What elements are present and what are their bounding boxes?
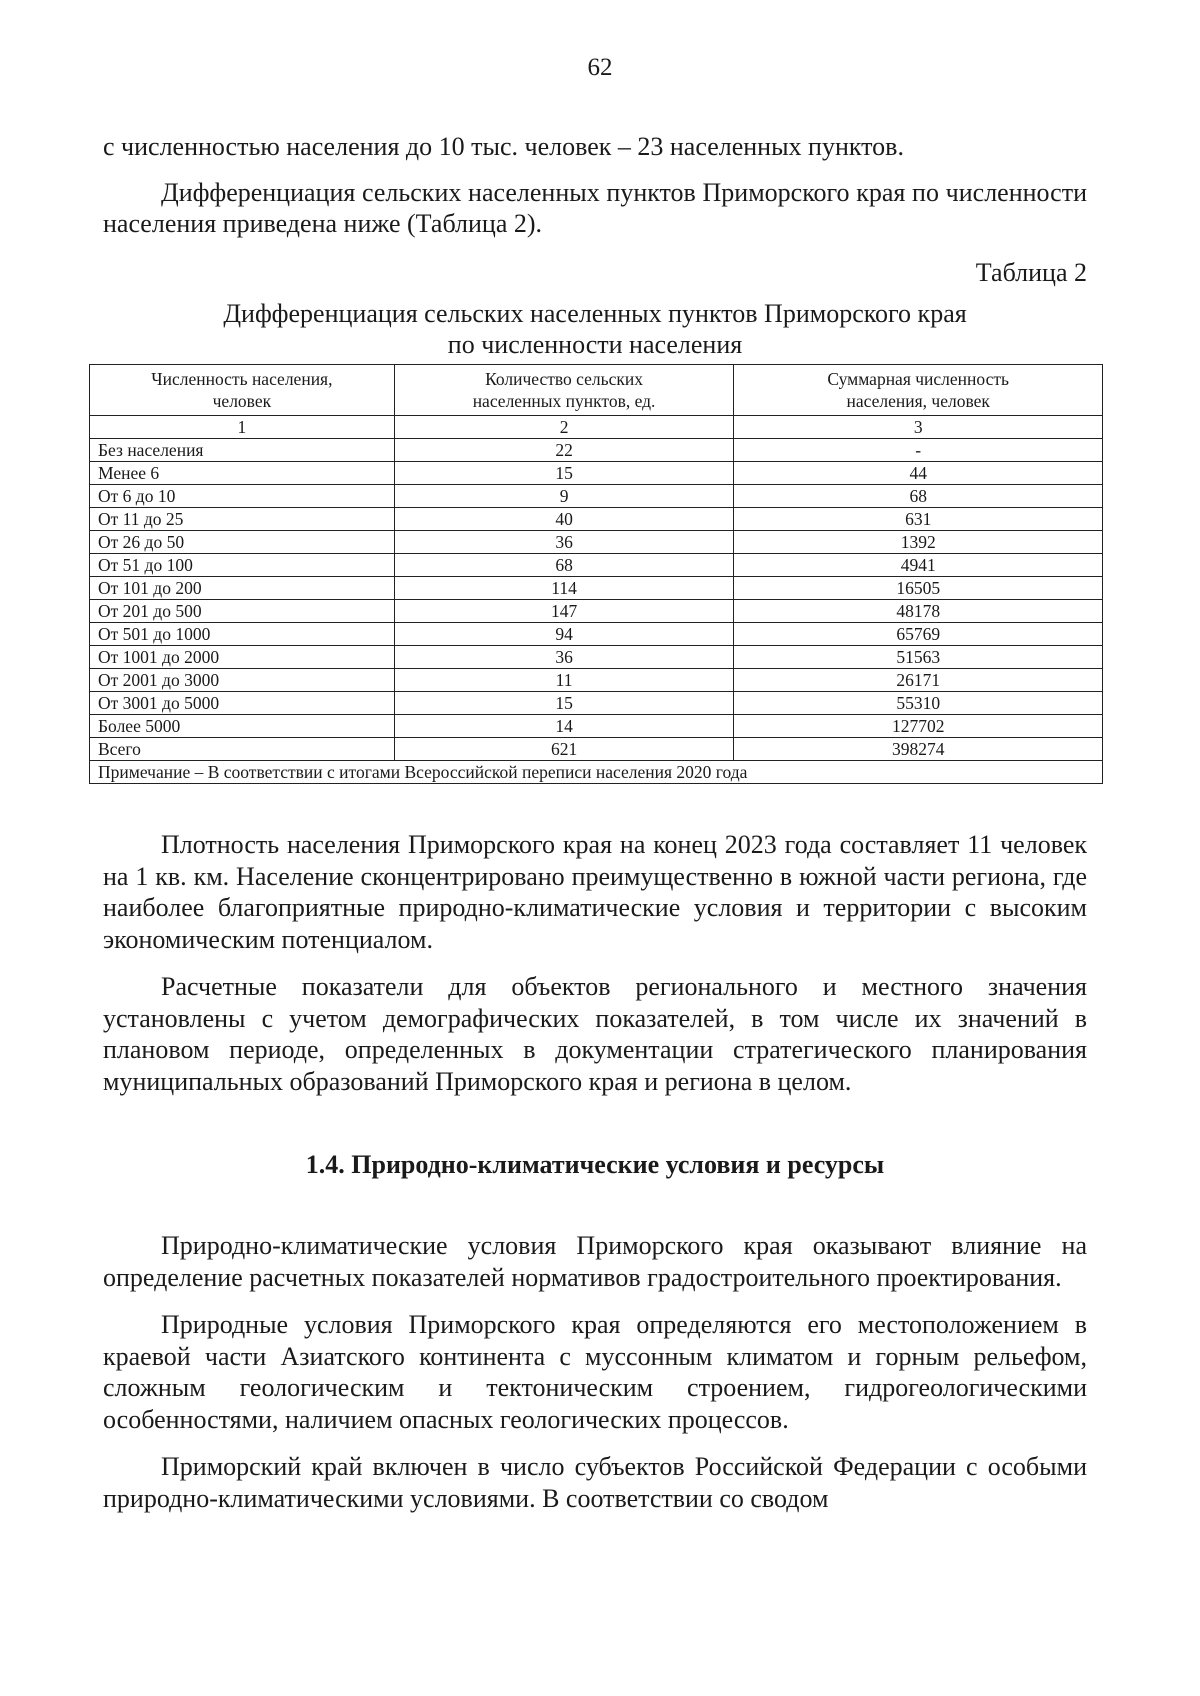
- row-count: 36: [394, 646, 734, 669]
- bottom-text: [103, 1230, 1087, 1514]
- table-row: [90, 554, 1103, 577]
- table-row-total: [90, 738, 1103, 761]
- row-population: 51563: [734, 646, 1103, 669]
- row-population: 4941: [734, 554, 1103, 577]
- row-population: 16505: [734, 577, 1103, 600]
- intro-paragraph-2: Дифференциация сельских населенных пунктов Приморского края по численности населения приведена ниже (Таблица 2).: [103, 177, 1087, 238]
- row-population: 68: [734, 485, 1103, 508]
- table-row: [90, 715, 1103, 738]
- column-header-population: [90, 365, 395, 416]
- row-population: 48178: [734, 600, 1103, 623]
- column-header-total-population: [734, 365, 1103, 416]
- column-header-line: Количество сельских: [485, 369, 644, 389]
- row-range: От 6 до 10: [90, 485, 395, 508]
- row-range: Без населения: [90, 439, 395, 462]
- row-count: 9: [394, 485, 734, 508]
- column-number: 1: [90, 416, 395, 439]
- row-range: От 2001 до 3000: [90, 669, 395, 692]
- table-row: [90, 623, 1103, 646]
- table-row: [90, 669, 1103, 692]
- table-title: [103, 298, 1087, 360]
- middle-text: [103, 829, 1087, 1097]
- row-population: 398274: [734, 738, 1103, 761]
- column-header-line: населения, человек: [846, 391, 990, 411]
- row-count: 36: [394, 531, 734, 554]
- row-range: От 11 до 25: [90, 508, 395, 531]
- row-count: 14: [394, 715, 734, 738]
- table-row: [90, 646, 1103, 669]
- row-population: -: [734, 439, 1103, 462]
- row-count: 68: [394, 554, 734, 577]
- row-range: От 501 до 1000: [90, 623, 395, 646]
- row-count: 94: [394, 623, 734, 646]
- table-header-row: [90, 365, 1103, 416]
- row-range: От 26 до 50: [90, 531, 395, 554]
- section-heading: 1.4. Природно-климатические условия и ресурсы: [305, 1150, 885, 1179]
- page-number: 62: [587, 54, 613, 81]
- column-header-line: Численность населения,: [151, 369, 333, 389]
- table-row: [90, 485, 1103, 508]
- row-range: Более 5000: [90, 715, 395, 738]
- table-title-line-1: Дифференциация сельских населенных пунктов Приморского края: [223, 299, 967, 328]
- row-population: 127702: [734, 715, 1103, 738]
- row-population: 26171: [734, 669, 1103, 692]
- intro-text: [103, 131, 1087, 240]
- row-population: 631: [734, 508, 1103, 531]
- population-table: [89, 364, 1103, 784]
- table-note-row: [90, 761, 1103, 784]
- row-count: 40: [394, 508, 734, 531]
- column-number: 3: [734, 416, 1103, 439]
- table-row: [90, 577, 1103, 600]
- row-population: 44: [734, 462, 1103, 485]
- row-count: 621: [394, 738, 734, 761]
- indicators-paragraph: Расчетные показатели для объектов регионального и местного значения установлены с учетом демографических показателей, в том числе их значений в плановом периоде, определенных в документации стратегического планирования муниципальных образований Приморского края и региона в целом.: [103, 972, 1087, 1096]
- column-number-row: [90, 416, 1103, 439]
- special-conditions-paragraph: Приморский край включен в число субъектов Российской Федерации с особыми природно-климатическими условиями. В соответствии со сводом: [103, 1452, 1087, 1513]
- column-header-line: Суммарная численность: [827, 369, 1009, 389]
- row-count: 147: [394, 600, 734, 623]
- column-header-line: населенных пунктов, ед.: [472, 391, 656, 411]
- row-range: От 1001 до 2000: [90, 646, 395, 669]
- table-row: [90, 439, 1103, 462]
- column-number: 2: [394, 416, 734, 439]
- natural-conditions-paragraph: Природные условия Приморского края определяются его местоположением в краевой части Азиатского континента с муссонным климатом и горным рельефом, сложным геологическим и тектоническим строением, гидрогеологическими особенностями, наличием опасных геологических процессов.: [103, 1310, 1087, 1434]
- row-population: 55310: [734, 692, 1103, 715]
- column-header-line: человек: [212, 391, 272, 411]
- row-range: От 51 до 100: [90, 554, 395, 577]
- row-range: От 3001 до 5000: [90, 692, 395, 715]
- table-row: [90, 692, 1103, 715]
- density-paragraph: Плотность населения Приморского края на конец 2023 года составляет 11 человек на 1 кв. км. Население сконцентрировано преимущественно в южной части региона, где наиболее благоприятные природно-климатические условия и территории с высоким экономическим потенциалом.: [103, 830, 1087, 954]
- row-range: Менее 6: [90, 462, 395, 485]
- intro-paragraph-1: с численностью населения до 10 тыс. человек – 23 населенных пунктов.: [103, 132, 904, 161]
- table-title-line-2: по численности населения: [447, 330, 743, 359]
- table-row: [90, 600, 1103, 623]
- table-row: [90, 508, 1103, 531]
- row-count: 11: [394, 669, 734, 692]
- row-range: От 101 до 200: [90, 577, 395, 600]
- column-header-settlement-count: [394, 365, 734, 416]
- row-range: Всего: [90, 738, 395, 761]
- row-range: От 201 до 500: [90, 600, 395, 623]
- table-row: [90, 462, 1103, 485]
- row-count: 15: [394, 692, 734, 715]
- row-count: 22: [394, 439, 734, 462]
- table-row: [90, 531, 1103, 554]
- table-note: Примечание – В соответствии с итогами Всероссийской переписи населения 2020 года: [90, 761, 1103, 784]
- row-count: 15: [394, 462, 734, 485]
- row-population: 65769: [734, 623, 1103, 646]
- climate-paragraph: Природно-климатические условия Приморского края оказывают влияние на определение расчетных показателей нормативов градостроительного проектирования.: [103, 1231, 1087, 1292]
- row-count: 114: [394, 577, 734, 600]
- table-label: Таблица 2: [975, 258, 1087, 287]
- row-population: 1392: [734, 531, 1103, 554]
